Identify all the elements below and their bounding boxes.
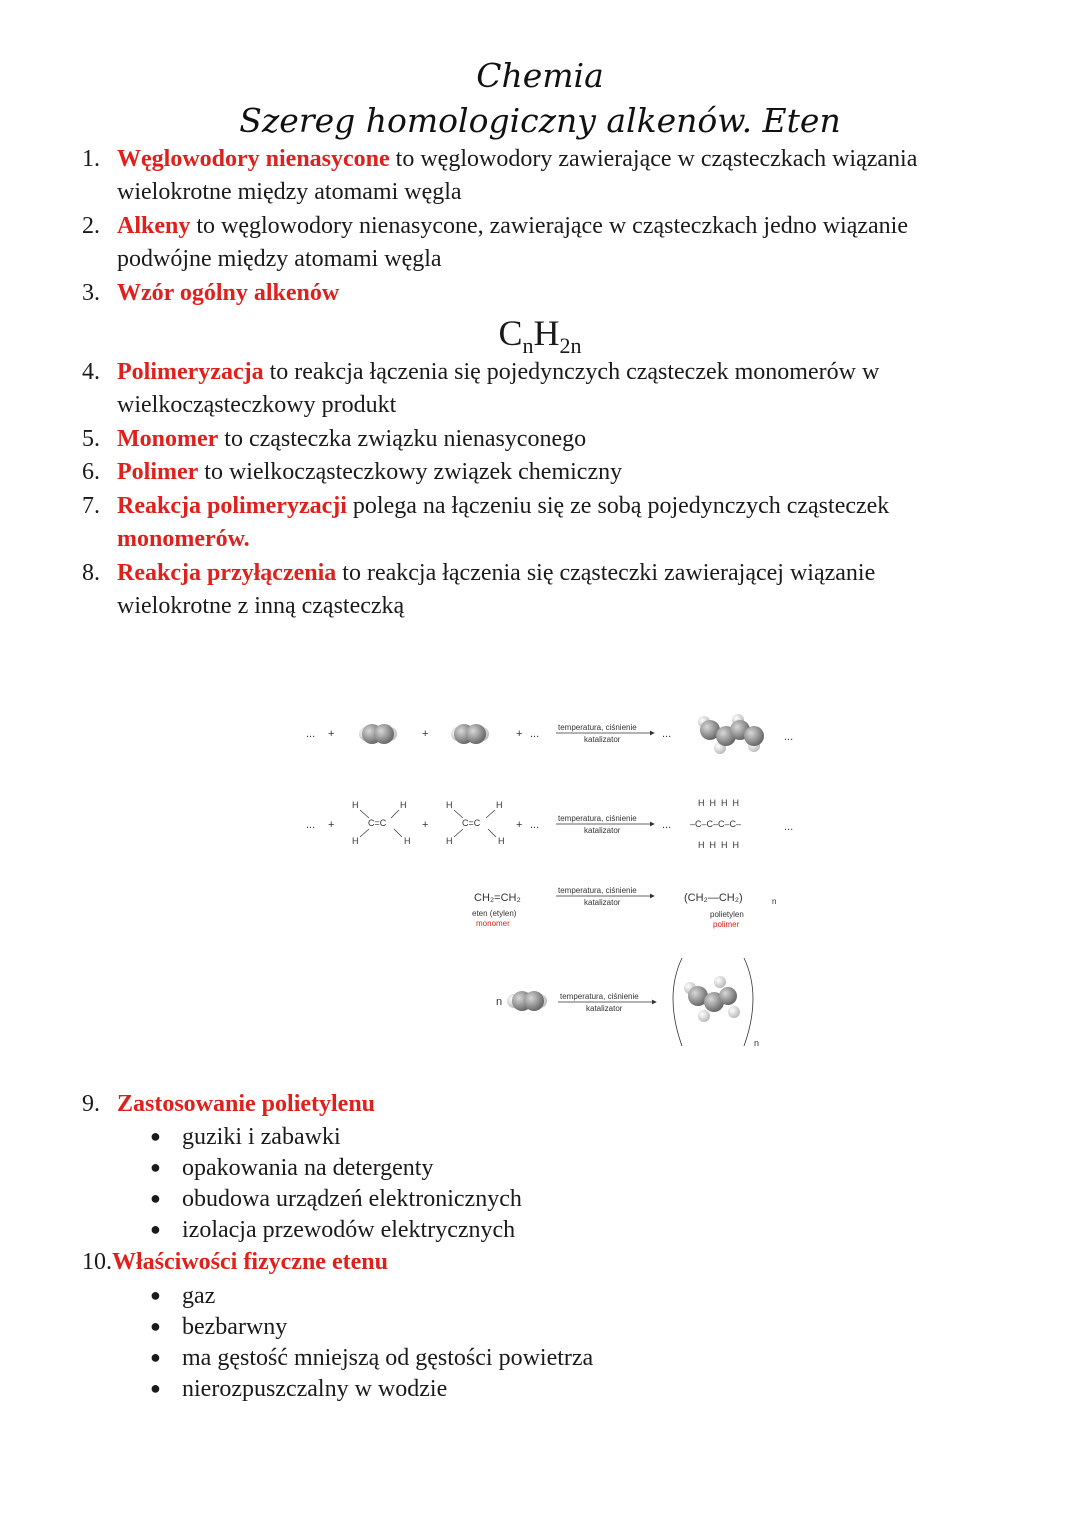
svg-text:–C–C–C–C–: –C–C–C–C–	[690, 819, 742, 829]
polymer-formula: (CH₂—CH₂)	[684, 892, 743, 904]
monomer-name: eten (etylen)	[472, 909, 517, 918]
list-item-2-cont: podwójne między atomami węgla	[117, 246, 442, 272]
monomer-formula: CH₂=CH₂	[474, 892, 521, 904]
dots: ...	[662, 819, 672, 831]
term: Alkeny	[117, 213, 191, 239]
svg-text:H: H	[496, 800, 503, 810]
dots: ...	[530, 728, 540, 740]
dots: ...	[784, 821, 794, 833]
condition-label: temperatura, ciśnienie	[560, 992, 639, 1001]
n-label: n	[496, 996, 503, 1008]
ethene-structure	[352, 800, 411, 846]
general-formula: $C_nH_{2n}$	[498, 313, 582, 359]
plus: +	[516, 819, 523, 831]
dots: ...	[306, 728, 316, 740]
term: Polimer	[117, 459, 199, 485]
plus: +	[422, 728, 429, 740]
term: Reakcja polimeryzacji	[117, 493, 347, 519]
list-item: ● nierozpuszczalny w wodzie	[150, 1376, 448, 1402]
section-9-heading: 9. Zastosowanie polietylenu	[82, 1091, 376, 1117]
term: Monomer	[117, 426, 219, 452]
catalyst-label: katalizator	[584, 735, 621, 744]
svg-text:C=C: C=C	[368, 818, 387, 828]
list-item-4: 4. Polimeryzacja to reakcja łączenia się pojedynczych cząsteczek monomerów w	[82, 359, 880, 385]
catalyst-label: katalizator	[586, 1004, 623, 1013]
svg-text:H: H	[352, 836, 359, 846]
ethene-structure	[446, 800, 505, 846]
list-item: ● bezbarwny	[150, 1314, 288, 1340]
term: Wzór ogólny alkenów	[117, 280, 340, 306]
list-item-8: 8. Reakcja przyłączenia to reakcja łączenia się cząsteczki zawierającej wiązanie	[82, 560, 876, 586]
list-item: ● ma gęstość mniejszą od gęstości powietrza	[150, 1345, 594, 1371]
plus: +	[422, 819, 429, 831]
ethene-model-icon	[507, 991, 547, 1011]
svg-text:H: H	[400, 800, 407, 810]
list-item-6: 6. Polimer to wielkocząsteczkowy związek chemiczny	[82, 459, 623, 485]
svg-text:H: H	[446, 800, 453, 810]
list-item: ● izolacja przewodów elektrycznych	[150, 1217, 516, 1243]
polymerization-diagram	[300, 700, 820, 1060]
polymer-label: polimer	[713, 920, 740, 929]
polymer-repeat-model-icon	[684, 976, 740, 1022]
catalyst-label: katalizator	[584, 826, 621, 835]
svg-text:H H H H: H H H H	[698, 798, 740, 808]
polymer-model-icon	[698, 714, 764, 754]
list-item: ● opakowania na detergenty	[150, 1155, 434, 1181]
page-subject: Chemia	[476, 56, 604, 95]
dots: ...	[784, 731, 794, 743]
catalyst-label: katalizator	[584, 898, 621, 907]
list-item-8-cont: wielokrotne z inną cząsteczką	[117, 593, 405, 619]
plus: +	[516, 728, 523, 740]
list-item: ● obudowa urządzeń elektronicznych	[150, 1186, 522, 1212]
polymer-n: n	[772, 897, 777, 906]
list-item: ● guziki i zabawki	[150, 1124, 341, 1150]
svg-text:H H H H: H H H H	[698, 840, 740, 850]
svg-text:C=C: C=C	[462, 818, 481, 828]
list-item-5: 5. Monomer to cząsteczka związku nienasyconego	[82, 426, 587, 452]
ethene-model-icon	[451, 724, 489, 744]
left-bracket	[673, 958, 682, 1046]
page-title: Szereg homologiczny alkenów. Eten	[239, 101, 841, 140]
term: Reakcja przyłączenia	[117, 560, 337, 586]
section-10-heading: 10.Właściwości fizyczne etenu	[82, 1249, 388, 1275]
ethene-model-icon	[359, 724, 397, 744]
plus: +	[328, 819, 335, 831]
condition-label: temperatura, ciśnienie	[558, 814, 637, 823]
dots: ...	[306, 819, 316, 831]
list-item: ● gaz	[150, 1283, 216, 1309]
right-bracket	[744, 958, 753, 1046]
term: Polimeryzacja	[117, 359, 264, 385]
list-item-3: 3. Wzór ogólny alkenów	[82, 280, 340, 306]
svg-text:H: H	[404, 836, 411, 846]
plus: +	[328, 728, 335, 740]
svg-text:H: H	[352, 800, 359, 810]
dots: ...	[662, 728, 672, 740]
term: Węglowodory nienasycone	[117, 146, 390, 172]
polymer-name: polietylen	[710, 910, 744, 919]
dots: ...	[530, 819, 540, 831]
condition-label: temperatura, ciśnienie	[558, 886, 637, 895]
list-item-7: 7. Reakcja polimeryzacji polega na łączeniu się ze sobą pojedynczych cząsteczek	[82, 493, 890, 519]
svg-text:H: H	[498, 836, 505, 846]
monomer-label: monomer	[476, 919, 510, 928]
polyethylene-structure	[690, 798, 741, 850]
n-label: n	[754, 1038, 760, 1048]
list-item-1: 1. Węglowodory nienasycone to węglowodory zawierające w cząsteczkach wiązania	[82, 146, 918, 172]
svg-text:H: H	[446, 836, 453, 846]
condition-label: temperatura, ciśnienie	[558, 723, 637, 732]
list-item-7-cont: monomerów.	[117, 526, 250, 552]
list-item-2: 2. Alkeny to węglowodory nienasycone, zawierające w cząsteczkach jedno wiązanie	[82, 213, 909, 239]
list-item-4-cont: wielkocząsteczkowy produkt	[117, 392, 397, 418]
list-item-1-cont: wielokrotne między atomami węgla	[117, 179, 462, 205]
